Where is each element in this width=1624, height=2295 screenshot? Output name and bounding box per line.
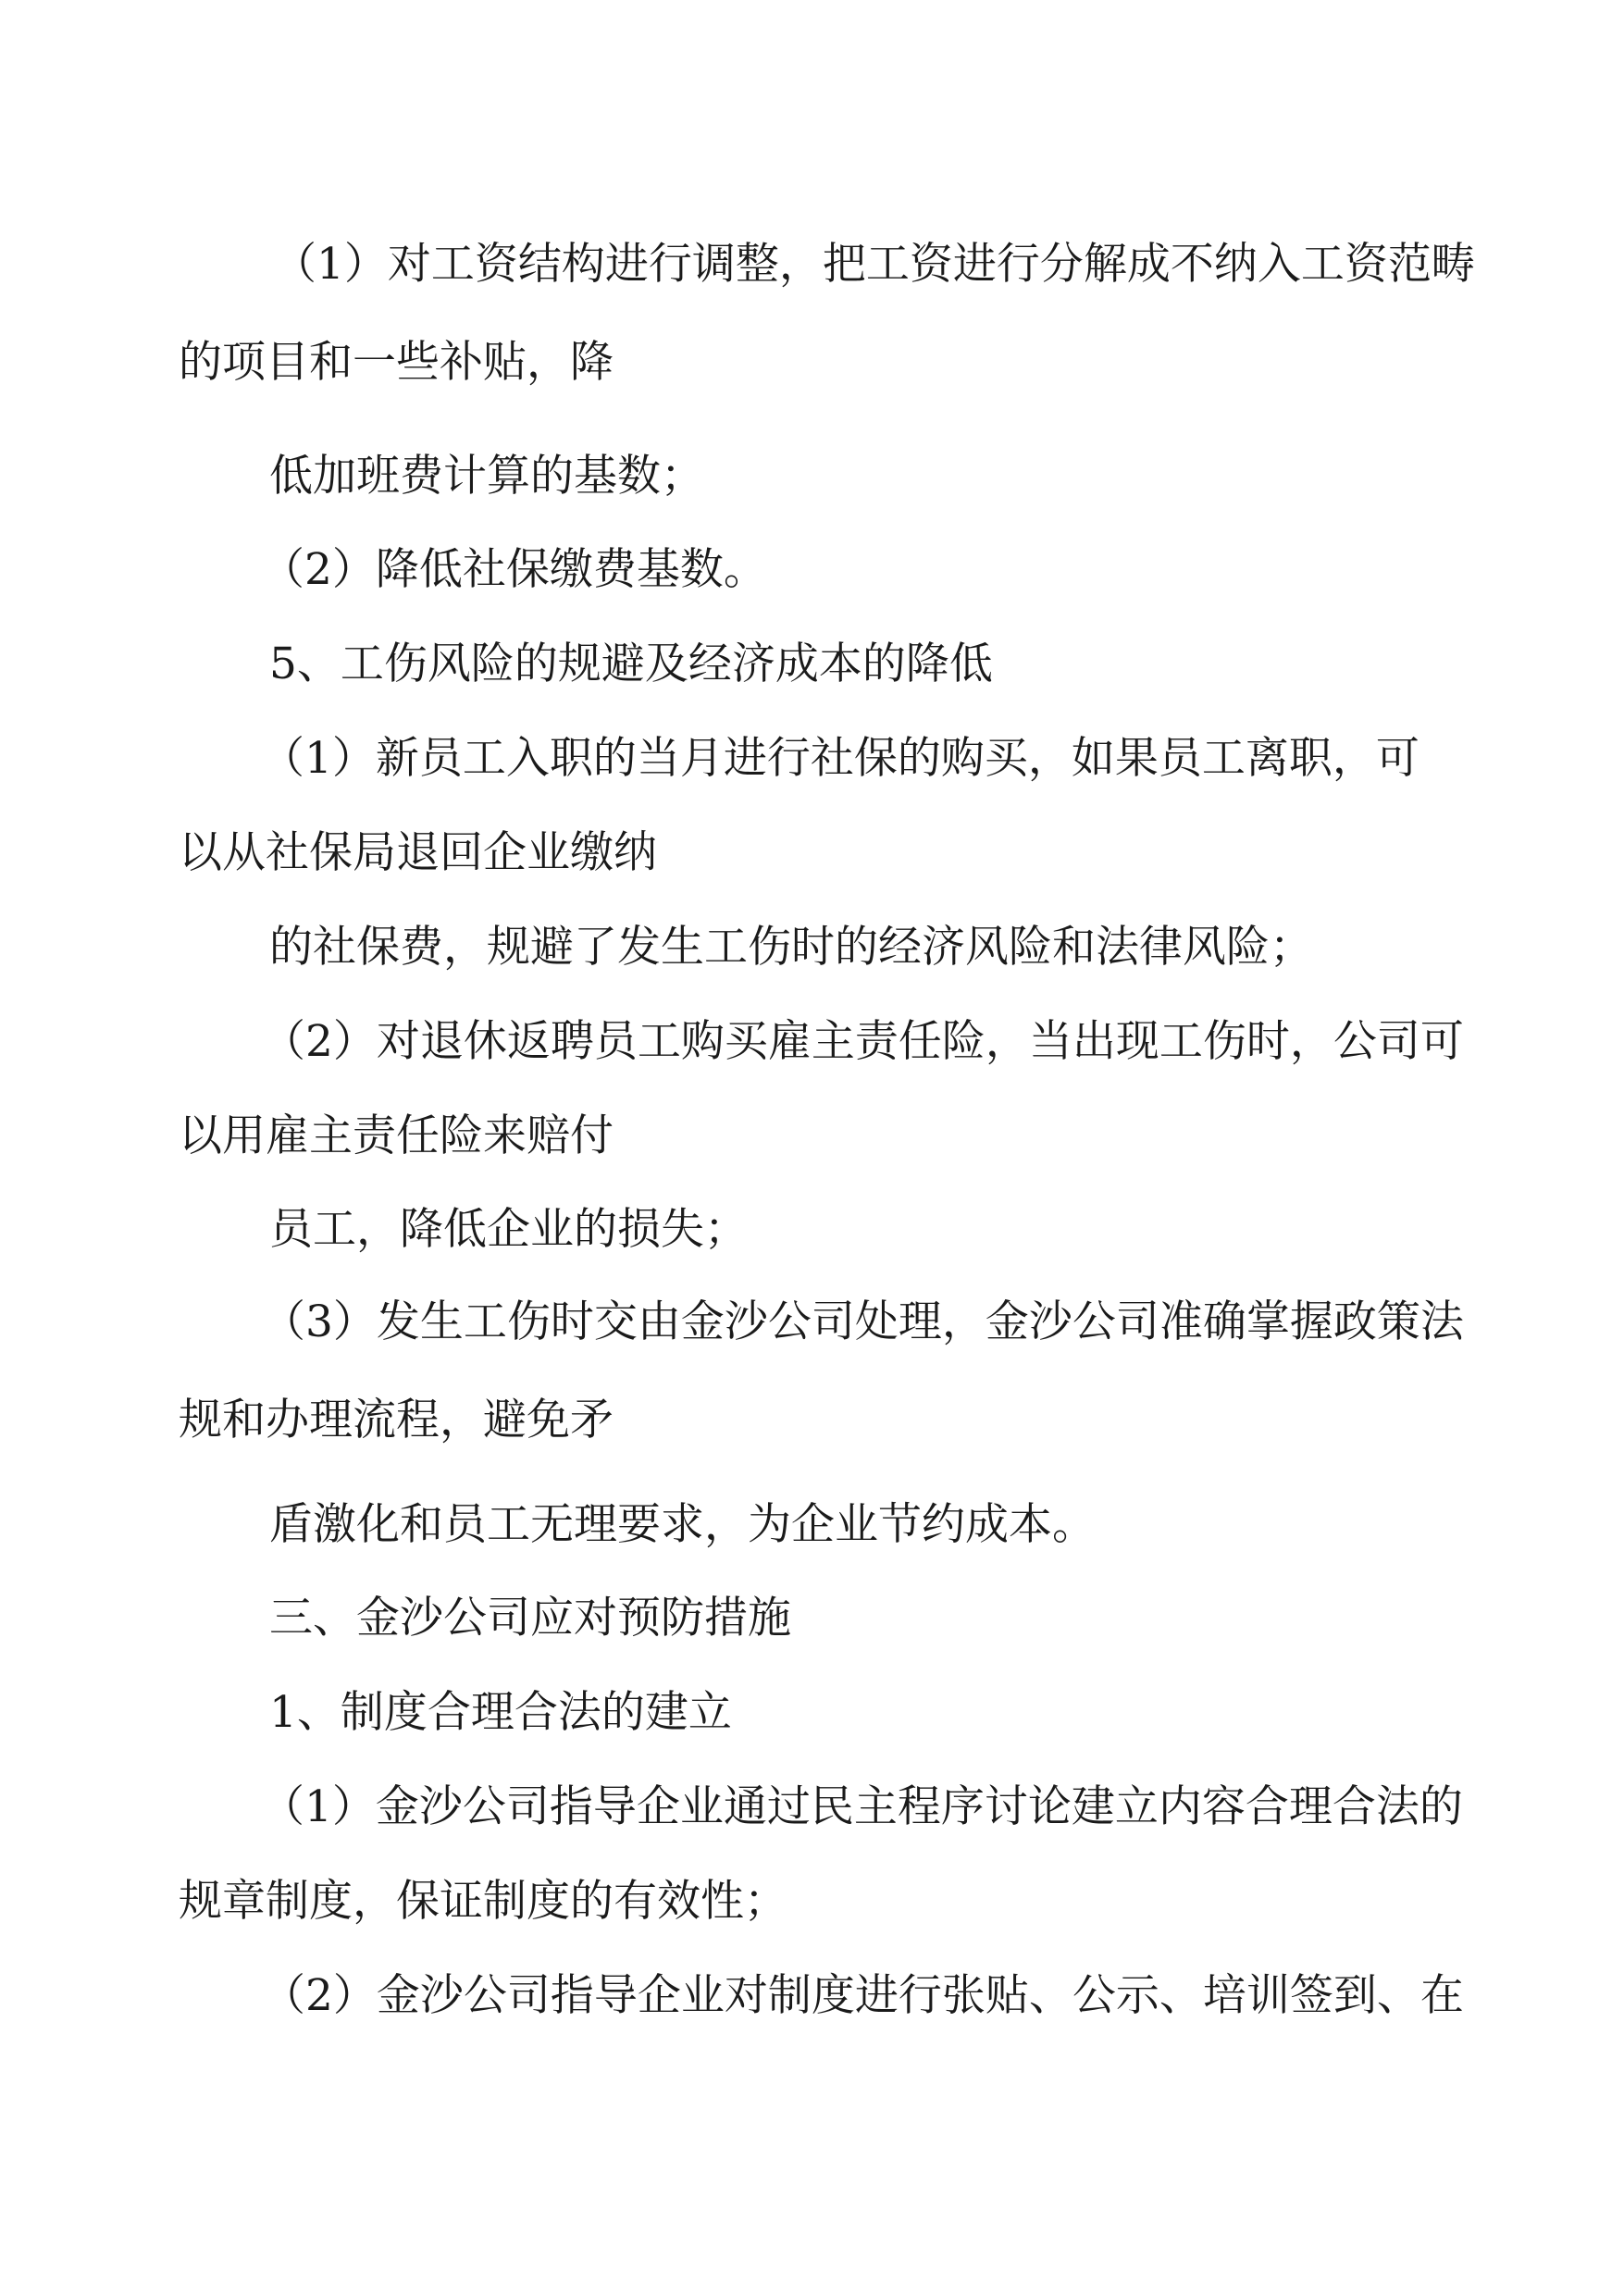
- chapter-heading: 三、金沙公司应对预防措施: [269, 1593, 791, 1644]
- text-line: 低加班费计算的基数；: [269, 451, 704, 502]
- text-line: （2）降低社保缴费基数。: [261, 544, 767, 595]
- section-heading: 1、制度合理合法的建立: [269, 1687, 732, 1738]
- text-line: 员工，降低企业的损失；: [269, 1204, 748, 1255]
- text-line: 规章制度，保证制度的有效性；: [179, 1876, 787, 1927]
- text-line: （2）对退休返聘员工购买雇主责任险，当出现工伤时，公司可: [262, 1016, 1464, 1067]
- text-line: 盾激化和员工无理要求，为企业节约成本。: [269, 1499, 1096, 1550]
- section-heading: 5、工伤风险的规避及经济成本的降低: [269, 639, 993, 689]
- text-line: （1）新员工入职的当月进行社保的购买，如果员工离职，可: [261, 733, 1419, 784]
- text-line: 规和办理流程，避免矛: [179, 1395, 614, 1445]
- text-line: 以从社保局退回企业缴纳: [179, 827, 657, 878]
- text-line: （3）发生工伤时交由金沙公司处理，金沙公司准确掌握政策法: [262, 1296, 1464, 1347]
- text-line: （1）金沙公司指导企业通过民主程序讨论建立内容合理合法的: [261, 1781, 1463, 1832]
- text-line: 以用雇主责任险来赔付: [179, 1110, 614, 1161]
- text-line: 的项目和一些补贴，降: [179, 337, 614, 388]
- text-line: 的社保费，规避了发生工伤时的经济风险和法律风险；: [269, 922, 1313, 973]
- text-line: （1）对工资结构进行调整，把工资进行分解成不纳入工资范畴: [273, 239, 1475, 290]
- text-line: （2）金沙公司指导企业对制度进行张贴、公示、培训签到、在: [262, 1970, 1464, 2021]
